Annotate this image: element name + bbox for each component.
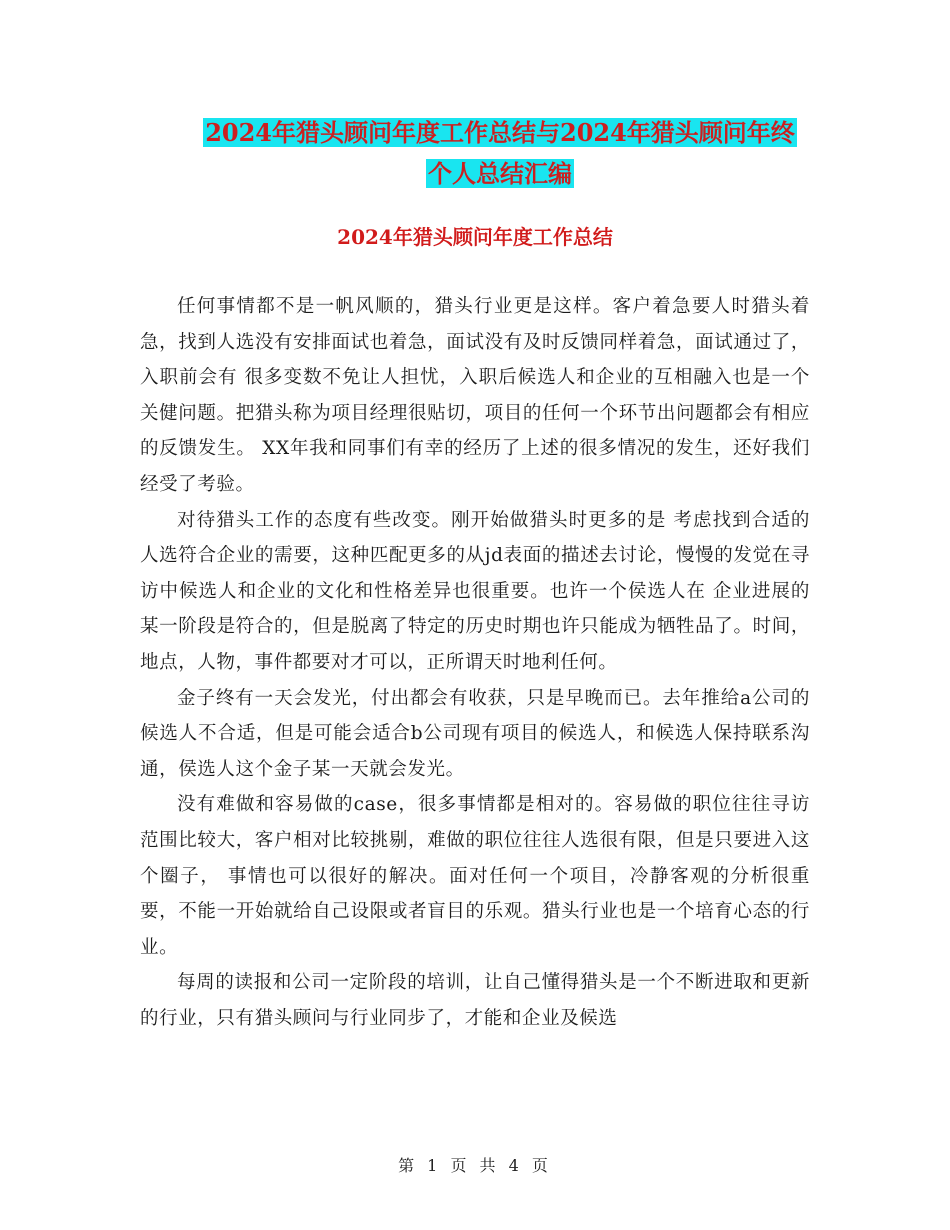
page-footer: 第 1 页 共 4 页 [398, 1156, 552, 1175]
document-title [140, 112, 860, 194]
section-heading: 2024年猎头顾问年度工作总结 [337, 225, 613, 249]
paragraph: 每周的读报和公司一定阶段的培训，让自己懂得猎头是一个不断进取和更新的行业，只有猎头顾问与行业同步了，才能和企业及候选 [140, 972, 810, 1029]
document-title-line-2: 个人总结汇编 [428, 159, 572, 188]
document-title-line-1: 2024年猎头顾问年度工作总结与2024年猎头顾问年终 [205, 118, 795, 147]
paragraph: 没有难做和容易做的case，很多事情都是相对的。容易做的职位往往寻访范围比较大，客户相对比较挑剔，难做的职位往往人选很有限，但是只要进入这个圈子， 事情也可以很好的解决。面对任何一个项目，冷静客观的分析很重要，不能一开始就给自己设限或者盲目的乐观。猎头行业也是一个培育心态的行业。 [140, 794, 810, 958]
paragraph: 金子终有一天会发光，付出都会有收获，只是早晚而已。去年推给a公司的候选人不合适，但是可能会适合b公司现有项目的候选人，和候选人保持联系沟通，侯选人这个金子某一天就会发光。 [140, 687, 810, 780]
document-body [140, 289, 810, 1036]
paragraph: 任何事情都不是一帆风顺的，猎头行业更是这样。客户着急要人时猎头着急，找到人选没有安排面试也着急，面试没有及时反馈同样着急，面试通过了，入职前会有 很多变数不免让人担忧，入职后候选人和企业的互相融入也是一个关健问题。把猎头称为项目经理很贴切，项目的任何一个环节出问题都会有相应的反馈发生。 XX年我和同事们有幸的经历了上述的很多情况的发生，还好我们经受了考验。 [140, 296, 810, 495]
paragraph: 对待猎头工作的态度有些改变。刚开始做猎头时更多的是 考虑找到合适的人选符合企业的需要，这种匹配更多的从jd表面的描述去讨论，慢慢的发觉在寻访中候选人和企业的文化和性格差异也很重要。也许一个侯选人在 企业进展的某一阶段是符合的，但是脱离了特定的历史时期也许只能成为牺牲品了。时间，地点，人物，事件都要对才可以，正所谓天时地利任何。 [140, 509, 810, 673]
